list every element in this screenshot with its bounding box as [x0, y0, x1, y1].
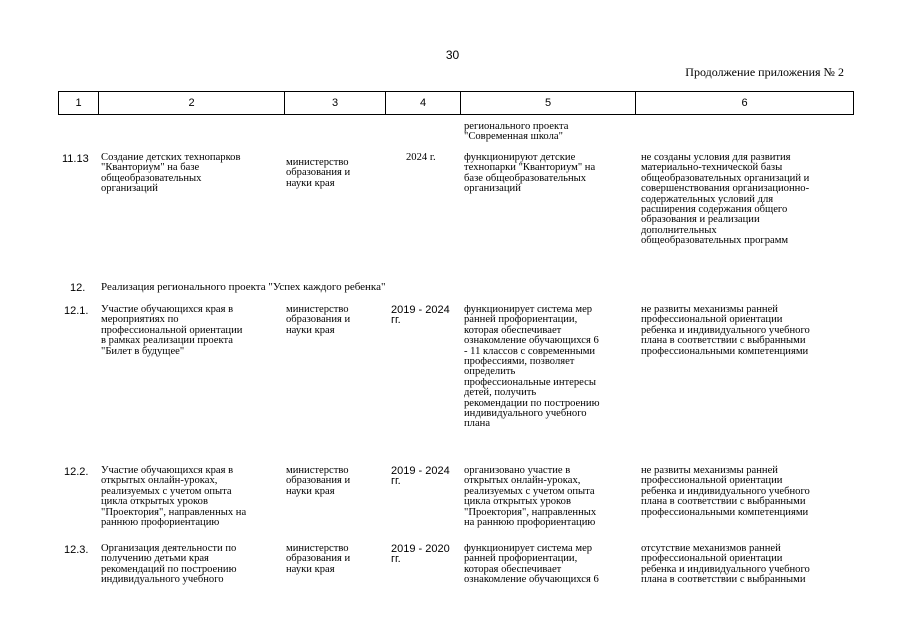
- column-header-row: [58, 91, 854, 115]
- page-number: 30: [445, 48, 460, 62]
- consequence-cell: не развиты механизмы ранней профессиональной ориентации ребенка и индивидуального учебного плана в соответствии с выбранными профессиональными компетенциями: [641, 304, 810, 357]
- executor-cell: министерство образования и науки края: [286, 157, 351, 189]
- column-header-1: 1: [59, 92, 99, 114]
- consequence-cell: не созданы условия для развития материально-технической базы общеобразовательных организаций и совершенствования организационно- содержательных условий для расширения содержания общего образования и реализации дополнительных общеобразовательных программ: [641, 152, 810, 247]
- period-cell: 2024 г.: [406, 152, 436, 163]
- row-number: 12.2.: [64, 466, 89, 478]
- column-header-6: 6: [741, 97, 748, 109]
- period-cell: 2019 - 2024 гг.: [391, 465, 450, 488]
- period-cell: 2019 - 2020 гг.: [391, 543, 450, 566]
- column-header-2: 2: [99, 92, 285, 114]
- result-cell: функционируют детские технопарки "Кванториум" на базе общеобразовательных организаций: [464, 152, 596, 195]
- consequence-cell: отсутствие механизмов ранней профессиональной ориентации ребенка и индивидуального учебного плана в соответствии с выбранными: [641, 543, 810, 586]
- column-header-3: 3: [285, 92, 386, 114]
- row-number: 11.13: [62, 153, 89, 165]
- carryover-text: регионального проекта "Современная школа": [464, 121, 569, 143]
- result-cell: функционирует система мер ранней профориентации, которая обеспечивает ознакомление обучающихся 6 - 11 классов с современными профессиями, позволяет определить профессиональные интересы детей, получить рекомендации по построению индивидуального учебного плана: [464, 304, 600, 430]
- executor-cell: министерство образования и науки края: [286, 465, 351, 497]
- period-cell: 2019 - 2024 гг.: [391, 304, 450, 327]
- result-cell: функционирует система мер ранней профориентации, которая обеспечивает ознакомление обучающихся 6: [464, 543, 599, 586]
- row-number: 12.1.: [64, 305, 89, 317]
- executor-cell: министерство образования и науки края: [286, 304, 351, 336]
- section-title: Реализация регионального проекта "Успех каждого ребенка": [101, 281, 386, 293]
- event-cell: Создание детских технопарков "Кванториум" на базе общеобразовательных организаций: [101, 152, 241, 195]
- appendix-label: Продолжение приложения № 2: [685, 65, 844, 79]
- event-cell: Участие обучающихся края в мероприятиях по профессиональной ориентации в рамках реализации проекта "Билет в будущее": [101, 304, 243, 357]
- executor-cell: министерство образования и науки края: [286, 543, 351, 575]
- event-cell: Организация деятельности по получению детьми края рекомендаций по построению индивидуального учебного: [101, 543, 237, 586]
- column-header-4: 4: [386, 92, 461, 114]
- result-cell: организовано участие в открытых онлайн-уроках, реализуемых с учетом опыта цикла открытых уроков "Проектория", направленных на раннюю профориентацию: [464, 465, 597, 529]
- row-number: 12.3.: [64, 544, 89, 556]
- event-cell: Участие обучающихся края в открытых онлайн-уроках, реализуемых с учетом опыта цикла открытых уроков "Проектория", направленных на раннюю профориентацию: [101, 465, 247, 529]
- section-number: 12.: [70, 282, 86, 294]
- column-header-5: 5: [461, 92, 636, 114]
- consequence-cell: не развиты механизмы ранней профессиональной ориентации ребенка и индивидуального учебного плана в соответствии с выбранными профессиональными компетенциями: [641, 465, 810, 518]
